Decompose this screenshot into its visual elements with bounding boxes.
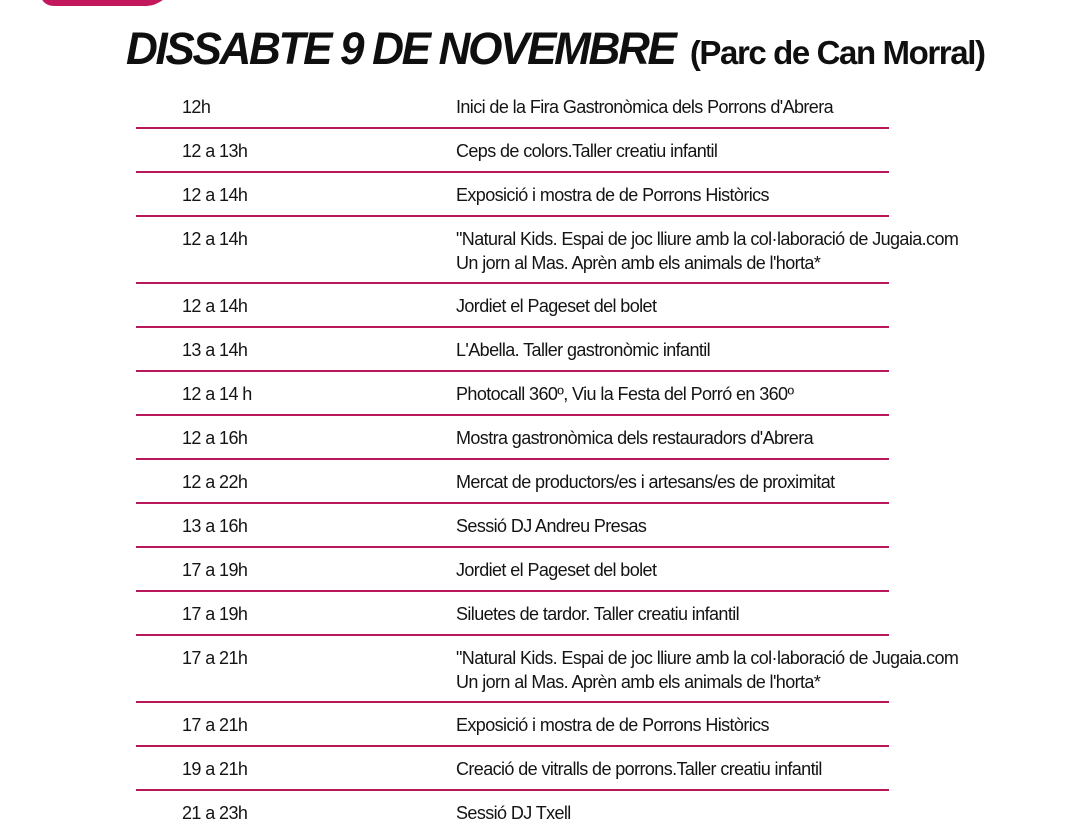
- schedule-table: [136, 86, 976, 831]
- schedule-activity: Siluetes de tardor. Taller creatiu infantil: [456, 604, 740, 624]
- schedule-time: 12 a 14h: [182, 185, 248, 205]
- schedule-time: 17 a 21h: [182, 648, 248, 668]
- schedule-row: [136, 504, 889, 548]
- page-title-location: (Parc de Can Morral): [689, 34, 985, 71]
- schedule-row: [136, 173, 889, 217]
- schedule-activity: Exposició i mostra de de Porrons Històrics: [456, 185, 769, 205]
- schedule-time: 12 a 14 h: [182, 384, 252, 404]
- schedule-time: 13 a 14h: [182, 340, 248, 360]
- schedule-activity: "Natural Kids. Espai de joc lliure amb la col·laboració de Jugaia.com Un jorn al Mas. Aprèn amb els animals de l'horta*: [456, 648, 959, 692]
- top-accent-shape: [34, 0, 173, 6]
- schedule-activity: Exposició i mostra de de Porrons Històrics: [456, 715, 769, 735]
- schedule-activity: Photocall 360º, Viu la Festa del Porró en 360º: [456, 384, 794, 404]
- schedule-row: [136, 328, 889, 372]
- schedule-activity: Ceps de colors.Taller creatiu infantil: [456, 141, 718, 161]
- schedule-row: [136, 372, 889, 416]
- schedule-row: [136, 416, 889, 460]
- schedule-time: 12 a 14h: [182, 296, 248, 316]
- page-title-date: DISSABTE 9 DE NOVEMBRE: [126, 23, 675, 74]
- schedule-time: 17 a 19h: [182, 604, 248, 624]
- schedule-activity: "Natural Kids. Espai de joc lliure amb la col·laboració de Jugaia.com Un jorn al Mas. Aprèn amb els animals de l'horta*: [456, 229, 959, 273]
- schedule-row: [136, 129, 889, 173]
- schedule-activity: Sessió DJ Andreu Presas: [456, 516, 647, 536]
- schedule-row: [136, 703, 889, 747]
- schedule-row: [136, 217, 959, 284]
- schedule-activity: Mercat de productors/es i artesans/es de proximitat: [456, 472, 835, 492]
- schedule-time: 17 a 19h: [182, 560, 248, 580]
- schedule-time: 12 a 13h: [182, 141, 248, 161]
- schedule-time: 21 a 23h: [182, 803, 248, 823]
- schedule-time: 12 a 16h: [182, 428, 248, 448]
- schedule-time: 12 a 14h: [182, 229, 248, 249]
- schedule-time: 13 a 16h: [182, 516, 248, 536]
- page-title: [126, 20, 1066, 89]
- schedule-row: [136, 791, 889, 831]
- schedule-time: 12 a 22h: [182, 472, 248, 492]
- schedule-row: [136, 548, 889, 592]
- schedule-activity: Jordiet el Pageset del bolet: [456, 560, 657, 580]
- schedule-row: [136, 592, 889, 636]
- schedule-row: [136, 284, 889, 328]
- schedule-activity: Jordiet el Pageset del bolet: [456, 296, 657, 316]
- schedule-time: 12h: [182, 97, 211, 117]
- schedule-activity: Inici de la Fira Gastronòmica dels Porrons d'Abrera: [456, 97, 834, 117]
- schedule-activity: L'Abella. Taller gastronòmic infantil: [456, 340, 711, 360]
- schedule-row: [136, 86, 889, 129]
- schedule-row: [136, 460, 889, 504]
- schedule-activity: Mostra gastronòmica dels restauradors d'Abrera: [456, 428, 814, 448]
- schedule-time: 19 a 21h: [182, 759, 248, 779]
- schedule-activity: Sessió DJ Txell: [456, 803, 571, 823]
- schedule-activity: Creació de vitralls de porrons.Taller creatiu infantil: [456, 759, 822, 779]
- schedule-time: 17 a 21h: [182, 715, 248, 735]
- schedule-row: [136, 747, 889, 791]
- schedule-row: [136, 636, 959, 703]
